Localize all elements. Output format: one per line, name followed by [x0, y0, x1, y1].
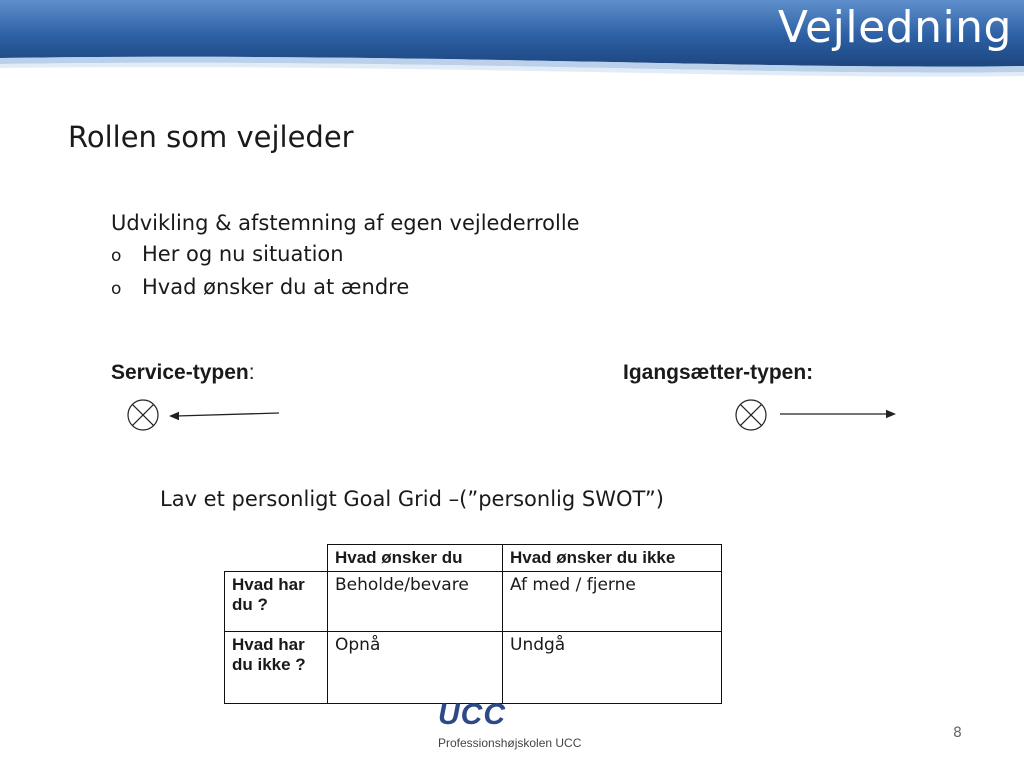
list-item-text: Her og nu situation: [142, 242, 344, 266]
table-cell: Beholde/bevare: [328, 572, 503, 632]
column-header: Hvad ønsker du ikke: [503, 545, 722, 572]
arrow-left-icon: [169, 412, 279, 420]
list-item: [111, 272, 580, 305]
initiator-type-label: Igangsætter-typen:: [623, 361, 814, 384]
slide-title: Vejledning: [777, 2, 1012, 53]
logo-mark: UCC: [438, 698, 506, 731]
crossed-circle-icon: [128, 400, 158, 430]
goal-grid-table: [224, 544, 722, 704]
bullet-marker: o: [111, 279, 122, 299]
service-type-label: [111, 361, 255, 385]
intro-text: Udvikling & afstemning af egen vejlederrolle: [111, 211, 580, 235]
list-item-text: Hvad ønsker du at ændre: [142, 275, 410, 299]
table-header-row: [225, 545, 722, 572]
crossed-circle-icon: [736, 400, 766, 430]
goal-grid-intro: Lav et personligt Goal Grid –(”personlig SWOT”): [160, 487, 664, 511]
row-header: Hvad har du ?: [225, 572, 328, 632]
table-cell: Af med / fjerne: [503, 572, 722, 632]
service-type-name: Service-typen: [111, 361, 249, 384]
logo-subtitle: Professionshøjskolen UCC: [438, 736, 582, 750]
page-number: 8: [953, 725, 962, 741]
service-type-colon: :: [248, 361, 255, 384]
table-cell: Undgå: [503, 632, 722, 704]
arrow-right-icon: [780, 410, 896, 418]
table-row: [225, 632, 722, 704]
list-item: [111, 239, 580, 272]
page-heading: Rollen som vejleder: [68, 120, 354, 154]
initiator-type-diagram: [734, 398, 904, 434]
table-row: [225, 572, 722, 632]
ucc-logo: [438, 700, 581, 750]
column-header: Hvad ønsker du: [328, 545, 503, 572]
row-header: Hvad har du ikke ?: [225, 632, 328, 704]
service-type-diagram: [126, 398, 286, 434]
bullet-marker: o: [111, 246, 122, 266]
table-corner-cell: [225, 545, 328, 572]
table-cell: Opnå: [328, 632, 503, 704]
bullet-list: [111, 208, 580, 305]
